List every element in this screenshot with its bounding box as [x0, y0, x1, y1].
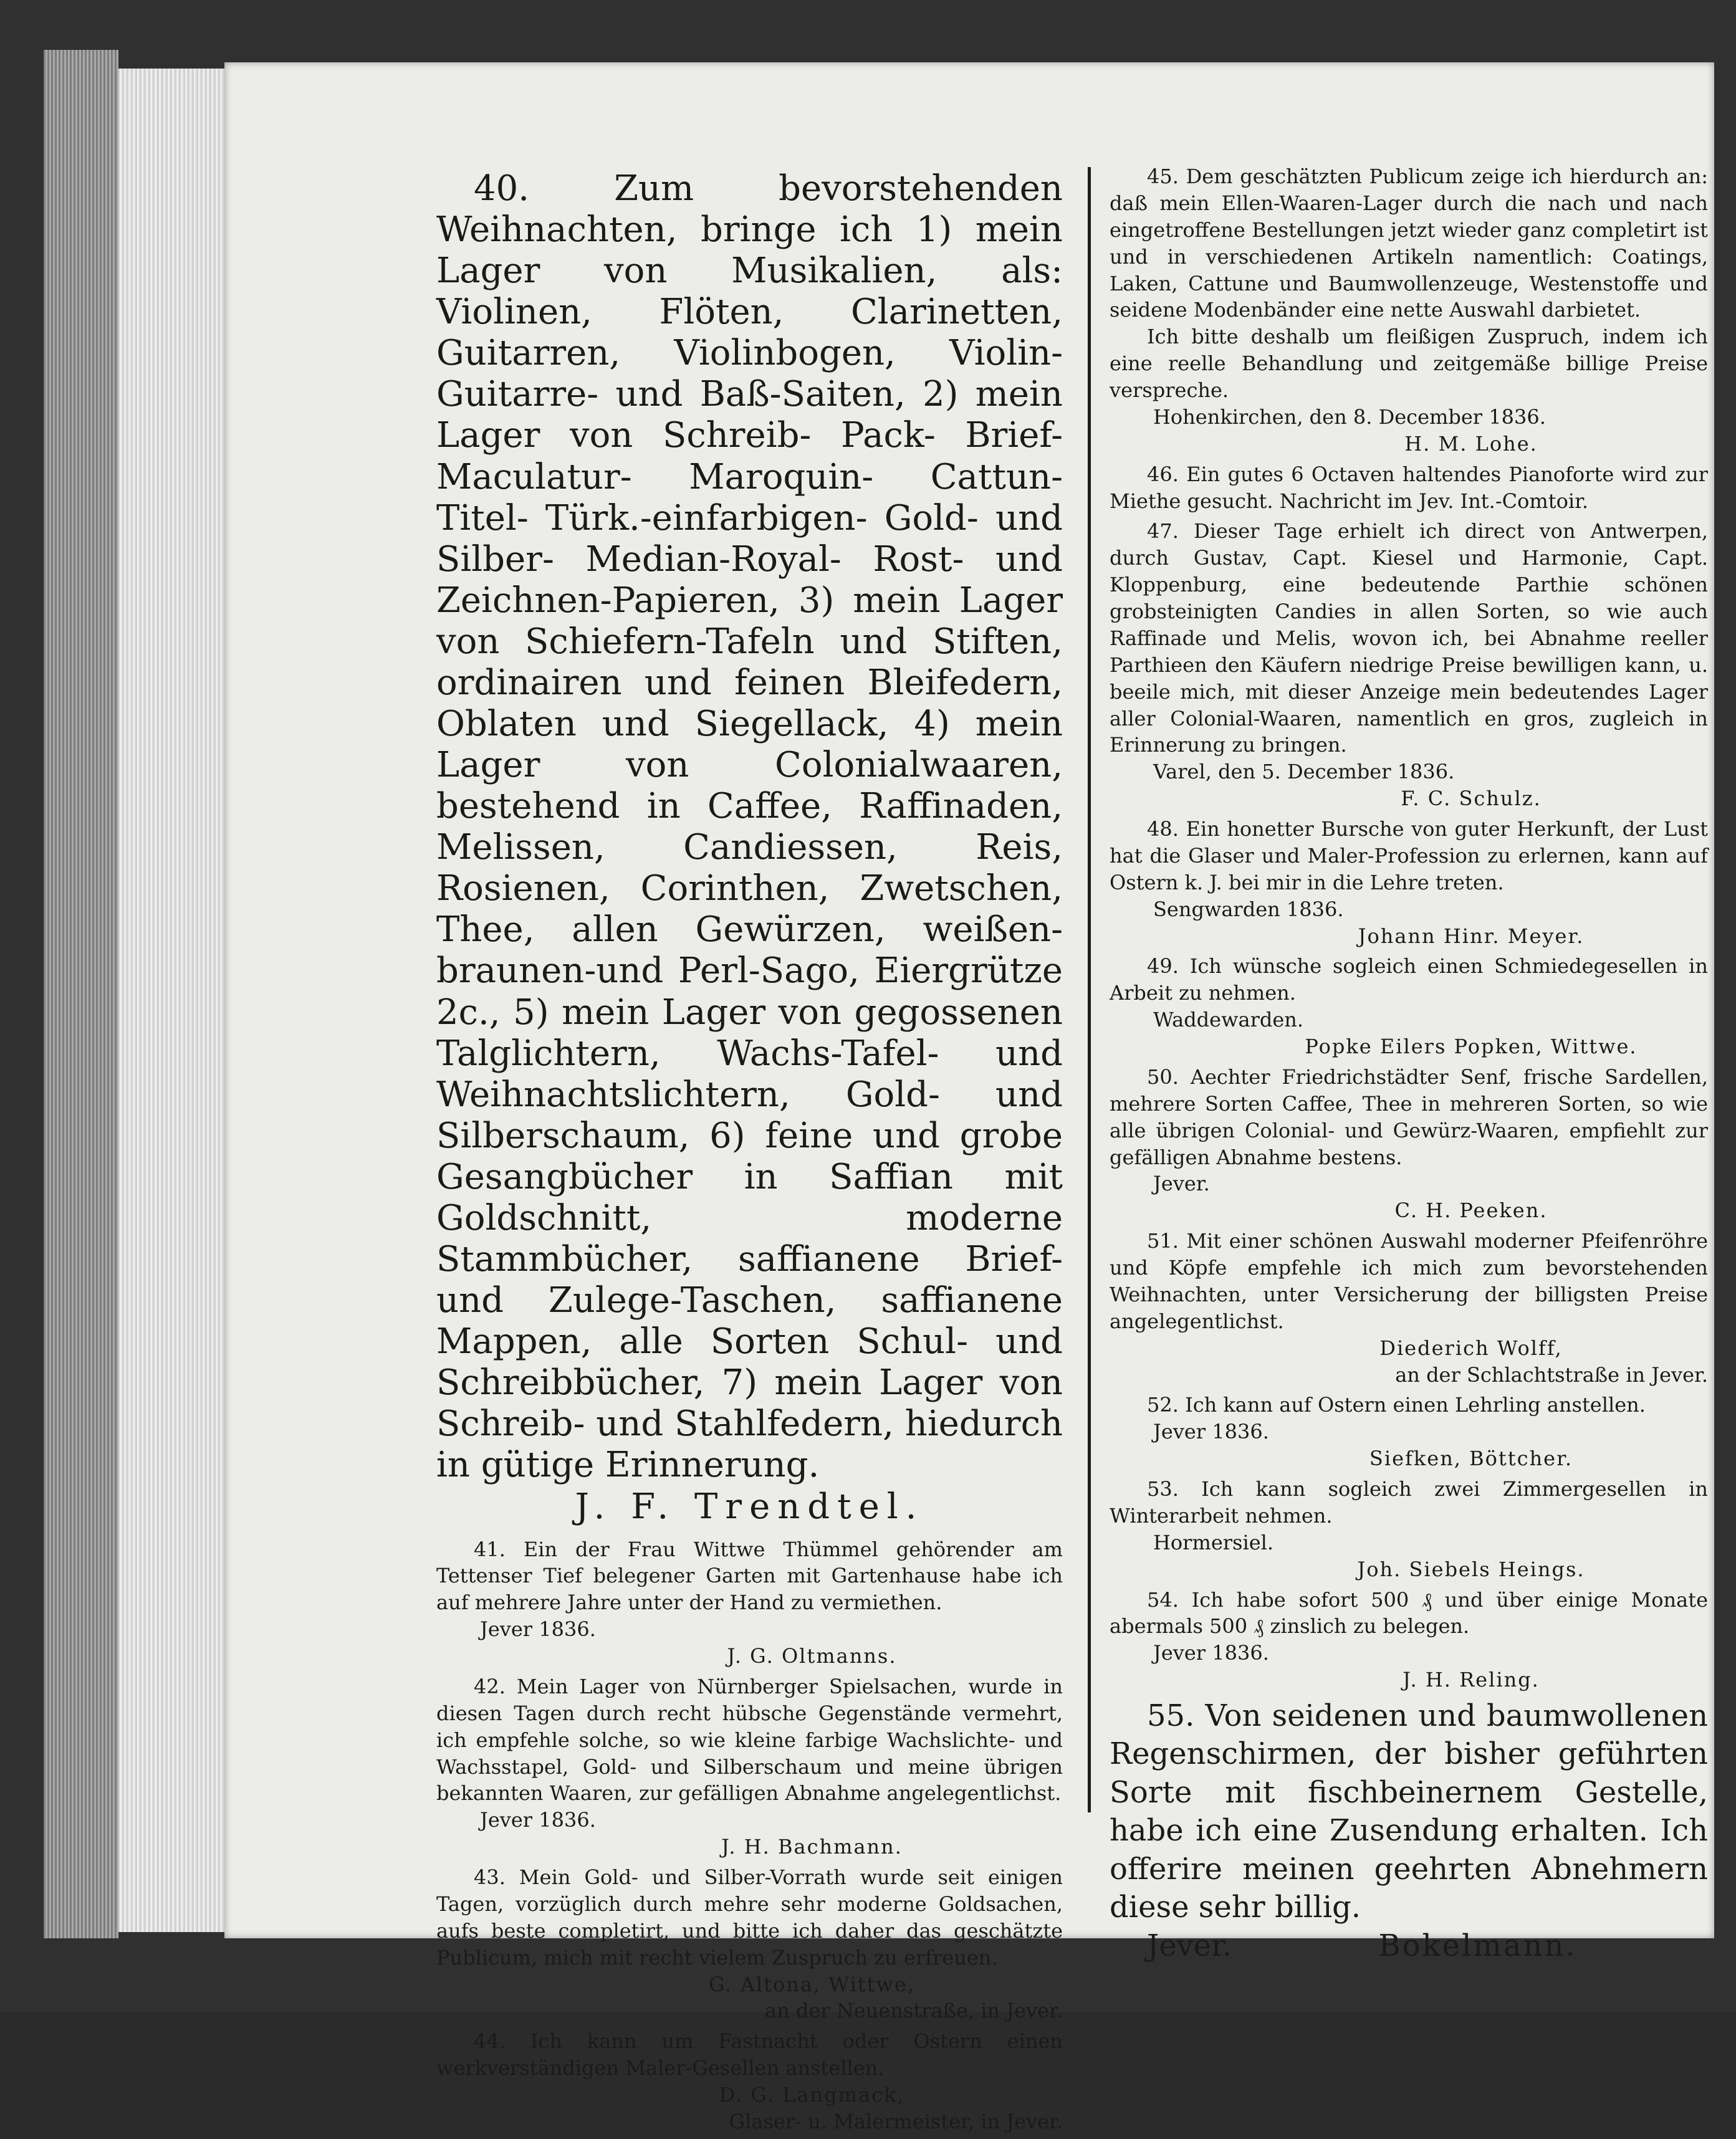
ad-text: Ein gutes 6 Octaven haltendes Pianoforte wird zur Miethe gesucht. Nachricht im Jev. Int.-Comtoir.: [1110, 462, 1708, 513]
ad-53: [1110, 1476, 1708, 1583]
ad-41: [436, 1536, 1063, 1670]
ad-signature: F. C. Schulz.: [1401, 787, 1542, 811]
ad-number: 50.: [1147, 1065, 1179, 1089]
ad-text: Ein der Frau Wittwe Thümmel gehörender am Tettenser Tief belegener Garten mit Gartenhause habe ich auf mehrere Jahre unter der Hand zu vermiethen.: [436, 1537, 1063, 1615]
ad-40: [436, 168, 1063, 1528]
ad-number: 44.: [474, 2029, 506, 2054]
ad-place: Varel, den 5. December 1836.: [1153, 760, 1455, 784]
ad-signature: Joh. Siebels Heings.: [1357, 1557, 1585, 1581]
ad-46: [1110, 461, 1708, 515]
ad-number: 52.: [1147, 1393, 1179, 1417]
ad-text: Von seidenen und baumwollenen Regenschirmen, der bisher geführten Sorte mit fischbeinernem Gestelle, habe ich eine Zusendung erhalten. Ich offerire meinen geehrten Abnehmern diese sehr billig.: [1110, 1698, 1708, 1925]
ad-text: Zum bevorstehenden Weihnachten, bringe ich 1) mein Lager von Musikalien, als: Violinen, Flöten, Clarinetten, Guitarren, Violinbogen, Violin-Guitarre- und Baß-Saiten, 2) mein Lager von Schreib- Pack- Brief- Maculatur- Maroquin- Cattun- Titel- Türk.-einfarbigen- Gold- und Silber- Median-Royal- Rost- und Zeichnen-Papieren, 3) mein Lager von Schiefern-Tafeln und Stiften, ordinairen und feinen Bleifedern, Oblaten und Siegellack, 4) mein Lager von Colonialwaaren, bestehend in Caffee, Raffinaden, Melissen, Candiessen, Reis, Rosienen, Corinthen, Zwetschen, Thee, allen Gewürzen, weißen- braunen-und Perl-Sago, Eiergrütze 2c., 5) mein Lager von gegossenen Talglichtern, Wachs-Tafel- und Weihnachtslichtern, Gold- und Silberschaum, 6) feine und grobe Gesangbücher in Saffian mit Goldschnitt, moderne Stammbücher, saffianene Brief- und Zulege-Taschen, saffianene Mappen, alle Sorten Schul- und Schreibbücher, 7) mein Lager von Schreib- und Stahlfedern, hiedurch in gütige Erinnerung.: [436, 168, 1063, 1486]
ad-50: [1110, 1064, 1708, 1224]
ad-text: Dem geschätzten Publicum zeige ich hierdurch an: daß mein Ellen-Waaren-Lager durch die nach und nach eingetroffene Bestellungen jetzt wieder ganz completirt ist und in verschiedenen Artikeln namentlich: Coatings, Laken, Cattune und Baumwollenzeuge, Westenstoffe und seidene Modenbänder eine nette Auswahl darbietet.: [1110, 165, 1709, 322]
ad-signature: J. H. Bachmann.: [721, 1835, 903, 1859]
ad-number: 40.: [474, 168, 530, 209]
ad-55: [1110, 1697, 1708, 1965]
column-rule: [1088, 167, 1091, 1812]
ad-number: 45.: [1147, 165, 1179, 188]
ad-number: 49.: [1147, 954, 1179, 979]
ad-place: Hohenkirchen, den 8. December 1836.: [1153, 404, 1546, 429]
ad-text: Aechter Friedrichstädter Senf, frische Sardellen, mehrere Sorten Caffee, Thee in mehreren Sorten, so wie alle übrigen Colonial- und Gewürz-Waaren, empfiehlt zur gefälligen Abnahme bestens.: [1110, 1065, 1708, 1169]
ad-signature-line2: an der Neuenstraße, in Jever.: [765, 1999, 1063, 2023]
ad-54: [1110, 1587, 1708, 1694]
ad-place: Waddewarden.: [1153, 1008, 1304, 1032]
ad-number: 47.: [1147, 519, 1179, 543]
ad-number: 43.: [474, 1865, 506, 1890]
ad-signature: G. Altona, Wittwe,: [708, 1972, 916, 1996]
ad-text: Ich kann sogleich zwei Zimmergesellen in Winterarbeit nehmen.: [1110, 1477, 1708, 1528]
ad-number: 55.: [1147, 1698, 1195, 1733]
book-cover-edge: [44, 50, 118, 1938]
ad-text: Mit einer schönen Auswahl moderner Pfeifenröhre und Köpfe empfehle ich mich zum bevorstehenden Weihnachten, unter Versicherung der billigsten Preise angelegentlichst.: [1110, 1229, 1709, 1333]
ad-text: Ein honetter Bursche von guter Herkunft, der Lust hat die Glaser und Maler-Profession zu erlernen, kann auf Ostern k. J. bei mir in die Lehre treten.: [1110, 817, 1709, 894]
ad-place: Jever 1836.: [1153, 1641, 1269, 1665]
ad-signature: J. G. Oltmanns.: [727, 1644, 897, 1668]
ad-signature: C. H. Peeken.: [1394, 1199, 1548, 1223]
ad-signature: Bokelmann.: [1378, 1928, 1577, 1963]
ad-text: Ich kann auf Ostern einen Lehrling anstellen.: [1185, 1393, 1646, 1417]
page-stack-edge: [118, 69, 224, 1932]
ad-place: Jever 1836.: [480, 1617, 596, 1642]
ad-number: 46.: [1147, 462, 1179, 486]
ad-text: Ich kann um Fastnacht oder Ostern einen werkverständigen Maler-Gesellen anstellen.: [436, 2029, 1063, 2080]
ad-44: [436, 2028, 1063, 2135]
ad-place: Jever.: [1147, 1928, 1232, 1963]
ad-text: Mein Gold- und Silber-Vorrath wurde seit einigen Tagen, vorzüglich durch mehre sehr moderne Goldsachen, aufs beste completirt, und bitte ich daher das geschätzte Publicum, mich mit recht vielem Zuspruch zu erfreuen.: [436, 1865, 1063, 1969]
ad-number: 48.: [1147, 817, 1179, 841]
ad-signature: Johann Hinr. Meyer.: [1358, 924, 1585, 948]
ad-signature: J. H. Reling.: [1403, 1668, 1540, 1692]
ad-place: Jever.: [1153, 1172, 1210, 1196]
ad-place: Hormersiel.: [1153, 1530, 1274, 1554]
ad-number: 41.: [474, 1537, 506, 1561]
ad-text: Mein Lager von Nürnberger Spielsachen, wurde in diesen Tagen durch recht hübsche Gegenstände vermehrt, ich empfehle solche, so wie kleine farbige Wachslichte- und Wachsstapel, Gold- und Silberschaum und meine übrigen bekannten Waaren, zur gefälligen Abnahme angelegentlichst.: [436, 1674, 1063, 1806]
ad-45: [1110, 163, 1708, 457]
ad-signature: J. F. Trendtel.: [575, 1486, 924, 1527]
ad-place: Sengwarden 1836.: [1153, 897, 1344, 921]
ad-place: Jever 1836.: [1153, 1420, 1269, 1444]
ad-signature: Diederich Wolff,: [1379, 1336, 1563, 1360]
ad-text: Ich habe sofort 500 ₰ und über einige Monate abermals 500 ₰ zinslich zu belegen.: [1110, 1587, 1709, 1639]
ad-number: 54.: [1147, 1587, 1179, 1612]
ad-42: [436, 1673, 1063, 1860]
ad-signature: D. G. Langmack,: [719, 2083, 905, 2107]
ad-number: 53.: [1147, 1477, 1179, 1501]
ad-47: [1110, 518, 1708, 812]
ad-signature: Popke Eilers Popken, Wittwe.: [1305, 1035, 1638, 1058]
ad-signature: H. M. Lohe.: [1404, 431, 1538, 456]
right-column: [1110, 163, 1708, 1969]
ad-49: [1110, 953, 1708, 1060]
ad-48: [1110, 816, 1708, 949]
ad-number: 42.: [474, 1674, 506, 1698]
ad-52: [1110, 1392, 1708, 1472]
ad-number: 51.: [1147, 1229, 1179, 1253]
ad-text-2: Ich bitte deshalb um fleißigen Zuspruch, indem ich eine reelle Behandlung und zeitgemäße billige Preise verspreche.: [1110, 325, 1708, 402]
ad-51: [1110, 1228, 1708, 1388]
ad-place: Jever 1836.: [480, 1808, 596, 1832]
ad-signature-line2: an der Schlachtstraße in Jever.: [1395, 1362, 1708, 1387]
ad-signature-line2: Glaser- u. Malermeister, in Jever.: [729, 2109, 1063, 2133]
ad-signature: Siefken, Böttcher.: [1369, 1447, 1573, 1471]
left-column: [436, 168, 1063, 2139]
ad-text: Dieser Tage erhielt ich direct von Antwerpen, durch Gustav, Capt. Kiesel und Harmonie, Capt. Kloppenburg, eine bedeutende Parthie schönen grobsteinigten Candies in allen Sorten, so wie auch Raffinade und Melis, wovon ich, bei Abnahme reeller Parthieen den Käufern niedrige Preise bewilligen kann, u. beeile mich, mit dieser Anzeige mein bedeutendes Lager aller Colonial-Waaren, namentlich en gros, zugleich in Erinnerung zu bringen.: [1110, 519, 1709, 757]
ad-43: [436, 1864, 1063, 2024]
ad-text: Ich wünsche sogleich einen Schmiedegesellen in Arbeit zu nehmen.: [1110, 954, 1708, 1005]
